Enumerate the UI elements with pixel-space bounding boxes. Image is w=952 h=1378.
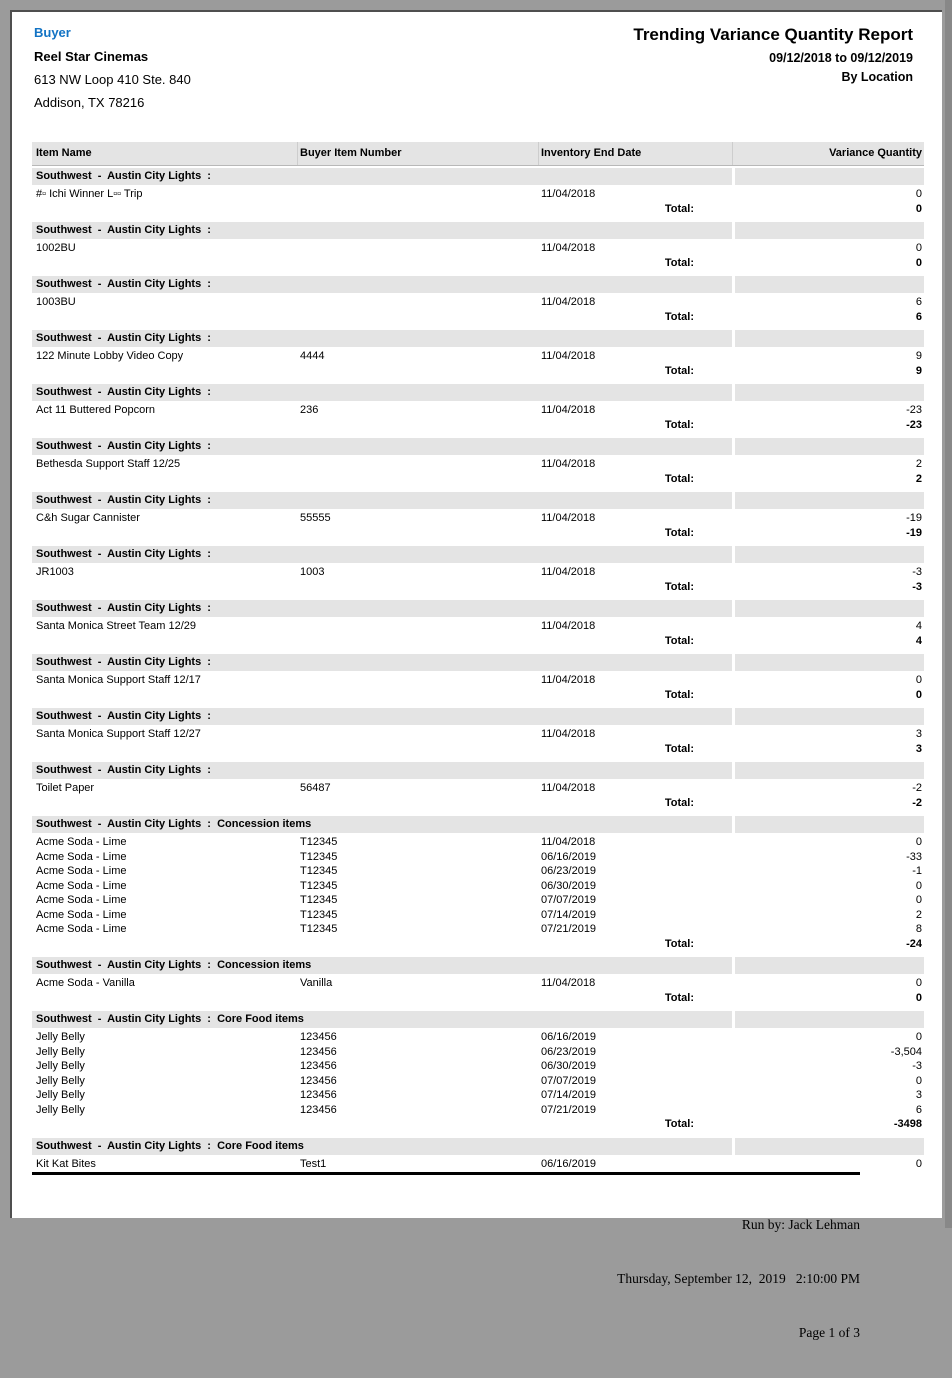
group-section xyxy=(32,276,924,324)
inventory-end-date-cell: 06/16/2019 xyxy=(541,1157,597,1170)
group-header-row xyxy=(32,1138,924,1155)
total-value: -3498 xyxy=(893,1118,922,1130)
buyer-item-number-cell: T12345 xyxy=(300,908,338,921)
buyer-item-number-cell: 55555 xyxy=(300,512,331,524)
group-header-row xyxy=(32,1011,924,1028)
report-title: Trending Variance Quantity Report xyxy=(633,25,913,44)
total-label: Total: xyxy=(664,991,694,1004)
item-name-cell: 1003BU xyxy=(36,296,76,308)
variance-quantity-cell: -3 xyxy=(912,1060,922,1072)
variance-quantity-cell: 0 xyxy=(915,836,922,848)
inventory-end-date-cell: 11/04/2018 xyxy=(541,836,596,848)
item-name-cell: Toilet Paper xyxy=(36,782,95,794)
item-row xyxy=(32,727,924,742)
variance-quantity-cell: 2 xyxy=(915,458,922,470)
item-row xyxy=(32,879,924,894)
group-header-row xyxy=(32,546,924,563)
item-name-cell: Acme Soda - Lime xyxy=(36,908,127,921)
group-header-row xyxy=(32,168,924,185)
group-header-row xyxy=(32,438,924,455)
inventory-end-date-cell: 06/30/2019 xyxy=(541,879,597,892)
group-header-cell xyxy=(32,1011,732,1028)
inventory-end-date-cell: 07/21/2019 xyxy=(541,1103,597,1116)
total-row xyxy=(32,937,924,952)
group-section xyxy=(32,438,924,486)
buyer-label: Buyer xyxy=(34,25,71,40)
variance-quantity-cell: 6 xyxy=(915,296,922,308)
total-row xyxy=(32,202,924,217)
group-section xyxy=(32,168,924,216)
variance-quantity-cell: 0 xyxy=(915,1031,922,1043)
group-section xyxy=(32,384,924,432)
variance-quantity-cell: 8 xyxy=(915,923,922,935)
inventory-end-date-cell: 06/23/2019 xyxy=(541,865,597,877)
item-name-cell: Santa Monica Support Staff 12/17 xyxy=(36,674,201,686)
group-section xyxy=(32,654,924,702)
item-row xyxy=(32,1103,924,1118)
buyer-item-number-cell: 1003 xyxy=(300,566,325,578)
group-header-cell xyxy=(32,276,732,293)
item-row xyxy=(32,976,924,991)
group-header-cell xyxy=(32,384,732,401)
variance-quantity-cell: 0 xyxy=(915,242,922,254)
report-grouping: By Location xyxy=(841,70,913,84)
item-row xyxy=(32,893,924,908)
variance-quantity-cell: 0 xyxy=(915,977,922,989)
variance-quantity-cell: 4 xyxy=(915,620,922,632)
item-name-cell: Jelly Belly xyxy=(36,1060,85,1072)
total-value: 0 xyxy=(915,256,922,269)
total-row xyxy=(32,364,924,379)
item-row xyxy=(32,673,924,688)
variance-quantity-cell: 0 xyxy=(915,894,922,906)
variance-quantity-cell: 6 xyxy=(915,1103,922,1116)
variance-quantity-cell: 2 xyxy=(915,908,922,921)
group-header-cell xyxy=(32,708,732,725)
total-row xyxy=(32,526,924,541)
group-header-variance-cell xyxy=(735,492,924,509)
inventory-end-date-cell: 11/04/2018 xyxy=(541,458,596,470)
group-title: Southwest - Austin City Lights : xyxy=(36,386,211,398)
group-title: Southwest - Austin City Lights : xyxy=(36,224,211,236)
group-header-variance-cell xyxy=(735,276,924,293)
group-header-cell xyxy=(32,600,732,617)
total-row xyxy=(32,688,924,703)
item-row xyxy=(32,922,924,937)
variance-quantity-cell: 3 xyxy=(915,728,922,740)
variance-quantity-cell: -3,504 xyxy=(890,1045,922,1058)
item-name-cell: Jelly Belly xyxy=(36,1074,85,1087)
item-name-cell: 122 Minute Lobby Video Copy xyxy=(36,350,184,362)
group-header-cell xyxy=(32,222,732,239)
variance-quantity-cell: 9 xyxy=(915,350,922,362)
item-row xyxy=(32,1088,924,1103)
group-header-variance-cell xyxy=(735,384,924,401)
variance-quantity-cell: 0 xyxy=(915,674,922,686)
group-section xyxy=(32,546,924,594)
item-name-cell: Acme Soda - Lime xyxy=(36,879,127,892)
total-label: Total: xyxy=(664,526,694,539)
group-title: Southwest - Austin City Lights : xyxy=(36,602,211,614)
variance-quantity-cell: 3 xyxy=(915,1089,922,1101)
group-header-variance-cell xyxy=(735,330,924,347)
item-row xyxy=(32,349,924,364)
group-section xyxy=(32,708,924,756)
group-title: Southwest - Austin City Lights : xyxy=(36,710,211,722)
variance-quantity-cell: -33 xyxy=(906,850,922,863)
group-title: Southwest - Austin City Lights : xyxy=(36,440,211,452)
item-name-cell: Act 11 Buttered Popcorn xyxy=(36,404,156,416)
report-title-block xyxy=(633,25,913,84)
total-row xyxy=(32,256,924,271)
inventory-end-date-cell: 11/04/2018 xyxy=(541,404,596,416)
group-header-variance-cell xyxy=(735,762,924,779)
total-row xyxy=(32,310,924,325)
buyer-item-number-cell: T12345 xyxy=(300,879,338,892)
item-name-cell: Jelly Belly xyxy=(36,1103,85,1116)
group-section xyxy=(32,762,924,810)
group-header-row xyxy=(32,492,924,509)
item-row xyxy=(32,565,924,580)
buyer-item-number-cell: 123456 xyxy=(300,1045,337,1058)
buyer-item-number-cell: 123456 xyxy=(300,1060,337,1072)
total-label: Total: xyxy=(664,472,694,485)
item-row xyxy=(32,850,924,865)
item-name-cell: Jelly Belly xyxy=(36,1089,85,1101)
run-by-line: Run by: Jack Lehman xyxy=(741,1217,860,1232)
total-value: -23 xyxy=(906,418,922,431)
group-title: Southwest - Austin City Lights : xyxy=(36,170,211,182)
buyer-item-number-cell: 123456 xyxy=(300,1074,337,1087)
address-line-1: 613 NW Loop 410 Ste. 840 xyxy=(34,72,191,87)
group-section xyxy=(32,600,924,648)
inventory-end-date-cell: 11/04/2018 xyxy=(541,512,596,524)
group-header-cell xyxy=(32,957,732,974)
group-header-variance-cell xyxy=(735,957,924,974)
total-row xyxy=(32,796,924,811)
inventory-end-date-cell: 11/04/2018 xyxy=(541,782,596,794)
item-row xyxy=(32,511,924,526)
total-value: 2 xyxy=(915,472,922,485)
item-name-cell: 1002BU xyxy=(36,242,76,254)
group-header-variance-cell xyxy=(735,654,924,671)
group-header-row xyxy=(32,762,924,779)
item-row xyxy=(32,781,924,796)
group-header-row xyxy=(32,708,924,725)
group-header-cell xyxy=(32,816,732,833)
total-value: -2 xyxy=(912,796,922,809)
buyer-item-number-cell: T12345 xyxy=(300,836,338,848)
report-table-body xyxy=(32,168,924,1171)
item-row xyxy=(32,1074,924,1089)
buyer-address-block xyxy=(34,25,191,118)
inventory-end-date-cell: 07/07/2019 xyxy=(541,894,597,906)
group-header-cell xyxy=(32,546,732,563)
variance-quantity-cell: -19 xyxy=(906,512,922,524)
group-section xyxy=(32,1011,924,1132)
group-header-variance-cell xyxy=(735,1138,924,1155)
group-section xyxy=(32,330,924,378)
total-value: 0 xyxy=(915,202,922,215)
page-number-line: Page 1 of 3 xyxy=(798,1325,860,1340)
total-label: Total: xyxy=(664,937,694,950)
total-row xyxy=(32,472,924,487)
group-header-variance-cell xyxy=(735,1011,924,1028)
group-header-cell xyxy=(32,1138,732,1155)
group-title: Southwest - Austin City Lights : Concession items xyxy=(36,818,312,830)
inventory-end-date-cell: 11/04/2018 xyxy=(541,242,596,254)
group-header-cell xyxy=(32,762,732,779)
item-name-cell: Santa Monica Support Staff 12/27 xyxy=(36,728,201,740)
total-value: 4 xyxy=(915,634,922,647)
total-value: -3 xyxy=(912,580,922,593)
group-header-variance-cell xyxy=(735,168,924,185)
variance-quantity-cell: -3 xyxy=(912,566,922,578)
item-name-cell: Santa Monica Street Team 12/29 xyxy=(36,620,197,632)
group-title: Southwest - Austin City Lights : xyxy=(36,278,211,290)
total-row xyxy=(32,634,924,649)
item-row xyxy=(32,241,924,256)
inventory-end-date-cell: 11/04/2018 xyxy=(541,296,596,308)
table-header-row xyxy=(32,142,924,166)
total-label: Total: xyxy=(664,1118,694,1130)
item-name-cell: Jelly Belly xyxy=(36,1031,85,1043)
total-label: Total: xyxy=(664,202,694,215)
buyer-item-number-cell: 123456 xyxy=(300,1089,337,1101)
buyer-item-number-cell: 56487 xyxy=(300,782,331,794)
buyer-name: Reel Star Cinemas xyxy=(34,49,149,64)
group-section xyxy=(32,492,924,540)
buyer-item-number-cell: 236 xyxy=(300,404,319,416)
total-label: Total: xyxy=(664,688,694,701)
buyer-item-number-cell: 123456 xyxy=(300,1103,337,1116)
column-divider xyxy=(732,142,733,165)
group-header-cell xyxy=(32,654,732,671)
inventory-end-date-cell: 11/04/2018 xyxy=(541,188,596,200)
total-value: 0 xyxy=(915,991,922,1004)
buyer-item-number-cell: Test1 xyxy=(300,1157,327,1170)
item-name-cell: #▫ Ichi Winner L▫▫ Trip xyxy=(36,188,143,200)
buyer-item-number-cell: 123456 xyxy=(300,1031,337,1043)
group-header-row xyxy=(32,384,924,401)
column-header-inventory-end-date: Inventory End Date xyxy=(541,147,642,159)
inventory-end-date-cell: 07/07/2019 xyxy=(541,1074,597,1087)
item-row xyxy=(32,908,924,923)
group-header-row xyxy=(32,957,924,974)
total-label: Total: xyxy=(664,796,694,809)
item-row xyxy=(32,457,924,472)
item-row xyxy=(32,403,924,418)
total-row xyxy=(32,742,924,757)
inventory-end-date-cell: 11/04/2018 xyxy=(541,566,596,578)
group-title: Southwest - Austin City Lights : Core Food items xyxy=(36,1013,304,1025)
group-section xyxy=(32,957,924,1005)
item-row xyxy=(32,835,924,850)
buyer-item-number-cell: T12345 xyxy=(300,923,338,935)
item-row xyxy=(32,1059,924,1074)
group-header-cell xyxy=(32,330,732,347)
column-divider xyxy=(297,142,298,165)
buyer-item-number-cell: Vanilla xyxy=(300,977,333,989)
variance-quantity-cell: -23 xyxy=(906,404,922,416)
item-name-cell: Kit Kat Bites xyxy=(36,1157,96,1170)
item-row xyxy=(32,1157,924,1172)
buyer-item-number-cell: T12345 xyxy=(300,894,338,906)
page-break-rule xyxy=(32,1172,860,1175)
group-header-variance-cell xyxy=(735,816,924,833)
group-header-cell xyxy=(32,492,732,509)
group-title: Southwest - Austin City Lights : xyxy=(36,764,211,776)
total-label: Total: xyxy=(664,364,694,377)
group-header-row xyxy=(32,330,924,347)
item-row xyxy=(32,295,924,310)
group-section xyxy=(32,222,924,270)
column-header-variance-quantity: Variance Quantity xyxy=(829,147,922,159)
inventory-end-date-cell: 07/14/2019 xyxy=(541,908,597,921)
item-name-cell: Jelly Belly xyxy=(36,1045,85,1058)
inventory-end-date-cell: 11/04/2018 xyxy=(541,674,596,686)
group-title: Southwest - Austin City Lights : xyxy=(36,656,211,668)
item-row xyxy=(32,619,924,634)
item-name-cell: Acme Soda - Lime xyxy=(36,894,127,906)
report-footer xyxy=(32,1180,860,1378)
item-name-cell: C&h Sugar Cannister xyxy=(36,512,140,524)
address-line-2: Addison, TX 78216 xyxy=(34,95,145,110)
group-header-variance-cell xyxy=(735,222,924,239)
total-label: Total: xyxy=(664,742,694,755)
inventory-end-date-cell: 06/23/2019 xyxy=(541,1045,597,1058)
buyer-item-number-cell: T12345 xyxy=(300,850,338,863)
total-label: Total: xyxy=(664,418,694,431)
variance-quantity-cell: 0 xyxy=(915,188,922,200)
item-name-cell: Acme Soda - Lime xyxy=(36,850,127,863)
item-name-cell: Acme Soda - Lime xyxy=(36,923,127,935)
total-value: -24 xyxy=(906,937,922,950)
column-divider xyxy=(538,142,539,165)
total-row xyxy=(32,418,924,433)
total-value: 9 xyxy=(915,364,922,377)
total-value: -19 xyxy=(906,526,922,539)
group-title: Southwest - Austin City Lights : xyxy=(36,332,211,344)
group-section xyxy=(32,816,924,951)
window-edge xyxy=(945,0,952,1228)
group-header-row xyxy=(32,816,924,833)
inventory-end-date-cell: 11/04/2018 xyxy=(541,977,596,989)
inventory-end-date-cell: 06/16/2019 xyxy=(541,850,597,863)
total-value: 6 xyxy=(915,310,922,323)
total-label: Total: xyxy=(664,634,694,647)
variance-quantity-cell: 0 xyxy=(915,1157,922,1170)
total-value: 3 xyxy=(915,742,922,755)
group-header-row xyxy=(32,600,924,617)
item-row xyxy=(32,1030,924,1045)
item-name-cell: Acme Soda - Lime xyxy=(36,836,127,848)
variance-quantity-cell: -2 xyxy=(912,782,922,794)
item-name-cell: Bethesda Support Staff 12/25 xyxy=(36,458,181,470)
buyer-item-number-cell: T12345 xyxy=(300,865,338,877)
report-page xyxy=(10,10,942,1340)
group-title: Southwest - Austin City Lights : Concession items xyxy=(36,959,312,971)
total-label: Total: xyxy=(664,256,694,269)
group-header-variance-cell xyxy=(735,708,924,725)
group-title: Southwest - Austin City Lights : xyxy=(36,548,211,560)
total-row xyxy=(32,580,924,595)
run-date-line: Thursday, September 12, 2019 2:10:00 PM xyxy=(617,1271,860,1286)
variance-quantity-cell: -1 xyxy=(912,865,922,877)
group-section xyxy=(32,1138,924,1172)
inventory-end-date-cell: 11/04/2018 xyxy=(541,350,596,362)
group-header-variance-cell xyxy=(735,546,924,563)
item-name-cell: JR1003 xyxy=(36,566,74,578)
total-label: Total: xyxy=(664,580,694,593)
item-row xyxy=(32,864,924,879)
group-header-row xyxy=(32,222,924,239)
item-name-cell: Acme Soda - Lime xyxy=(36,865,127,877)
group-header-cell xyxy=(32,168,732,185)
report-table xyxy=(32,142,924,1378)
group-header-row xyxy=(32,276,924,293)
report-date-range: 09/12/2018 to 09/12/2019 xyxy=(769,51,913,65)
group-header-row xyxy=(32,654,924,671)
total-value: 0 xyxy=(915,688,922,701)
inventory-end-date-cell: 11/04/2018 xyxy=(541,728,596,740)
inventory-end-date-cell: 06/30/2019 xyxy=(541,1060,597,1072)
inventory-end-date-cell: 07/14/2019 xyxy=(541,1089,597,1101)
variance-quantity-cell: 0 xyxy=(915,879,922,892)
group-title: Southwest - Austin City Lights : xyxy=(36,494,211,506)
buyer-item-number-cell: 4444 xyxy=(300,350,325,362)
total-label: Total: xyxy=(664,310,694,323)
total-row xyxy=(32,1117,924,1132)
inventory-end-date-cell: 07/21/2019 xyxy=(541,923,597,935)
group-header-variance-cell xyxy=(735,600,924,617)
inventory-end-date-cell: 06/16/2019 xyxy=(541,1031,597,1043)
inventory-end-date-cell: 11/04/2018 xyxy=(541,620,596,632)
item-row xyxy=(32,187,924,202)
column-header-buyer-item-number: Buyer Item Number xyxy=(300,147,402,159)
total-row xyxy=(32,991,924,1006)
column-header-item-name: Item Name xyxy=(36,147,92,159)
item-row xyxy=(32,1045,924,1060)
group-header-variance-cell xyxy=(735,438,924,455)
variance-quantity-cell: 0 xyxy=(915,1074,922,1087)
group-title: Southwest - Austin City Lights : Core Food items xyxy=(36,1139,304,1152)
group-header-cell xyxy=(32,438,732,455)
item-name-cell: Acme Soda - Vanilla xyxy=(36,977,135,989)
